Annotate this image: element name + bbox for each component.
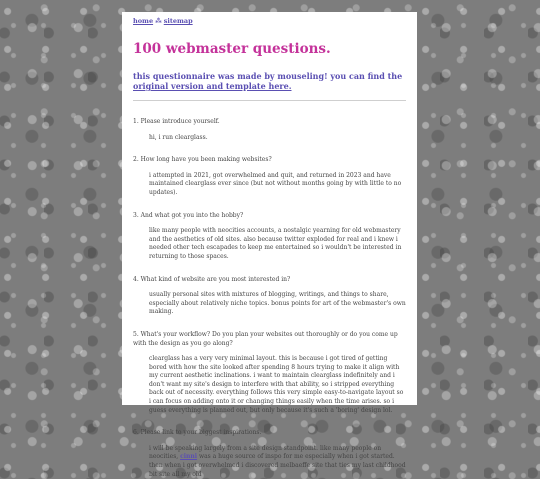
question: 4. What kind of website are you most interested in? xyxy=(133,275,291,283)
page-content xyxy=(122,12,417,478)
question-list xyxy=(133,118,406,479)
question: 2. How long have you been making websites? xyxy=(133,156,272,164)
sitemap-link[interactable]: sitemap xyxy=(163,17,193,25)
question: 3. And what got you into the hobby? xyxy=(133,211,244,219)
question: 1. Please introduce yourself. xyxy=(133,118,220,125)
nav-separator: ⁂ xyxy=(155,17,162,25)
home-link[interactable]: home xyxy=(133,17,154,25)
answer: i will be speaking largely from a site design standpoint. like many people on neocities, cinni was a huge source of inspo for me especially when i got started. then when i got overwhelmed i discovered melbaeffe site that ties my last childhood bit site all my old xyxy=(149,444,406,478)
answer: hi, i run clearglass. xyxy=(149,133,208,141)
intro-text: this questionnaire was made by mouseling! you can find the original version and template here. xyxy=(133,71,403,91)
answer: usually personal sites with mixtures of blogging, writings, and things to share, especially about relatively niche topics. bonus points for art of the webmaster's own making. xyxy=(149,291,406,316)
answer: i attempted in 2021, got overwhelmed and quit, and returned in 2023 and have maintained clearglass ever since (but not without months going by with little to no updates). xyxy=(149,171,402,196)
question: 5. What's your workflow? Do you plan your websites out thoroughly or do you come up with the design as you go along? xyxy=(133,330,398,347)
top-nav xyxy=(133,17,406,25)
question: 6. Please link to your biggest inspirations. xyxy=(133,429,262,437)
page-title: 100 webmaster questions. xyxy=(133,41,331,57)
divider xyxy=(133,100,406,101)
answer: clearglass has a very very minimal layout. this is because i got tired of getting bored with how the site looked after spending 8 hours trying to make it align with my current aesthetic inclinations. i want to maintain clearglass indefinitely and i don't want my site's design to interfere with that ability, so i stripped everything back out of necessity. everything follows this very simple easy-to-navigate layout so i can focus on adding onto it or changing things easily when the time arises. so i guess everything is planned out, but only because it's such a 'boring' design lol. xyxy=(149,355,404,414)
cinni-link[interactable]: cinni xyxy=(180,453,198,461)
answer: like many people with neocities accounts, a nostalgic yearning for old webmastery and the aesthetics of old sites. also because twitter exploded for real and i knew i needed other tech escapades to keep me entertained so i wouldn't be interested in returning to those spaces. xyxy=(149,227,402,260)
original-version-link[interactable]: original version and template here. xyxy=(133,81,292,91)
